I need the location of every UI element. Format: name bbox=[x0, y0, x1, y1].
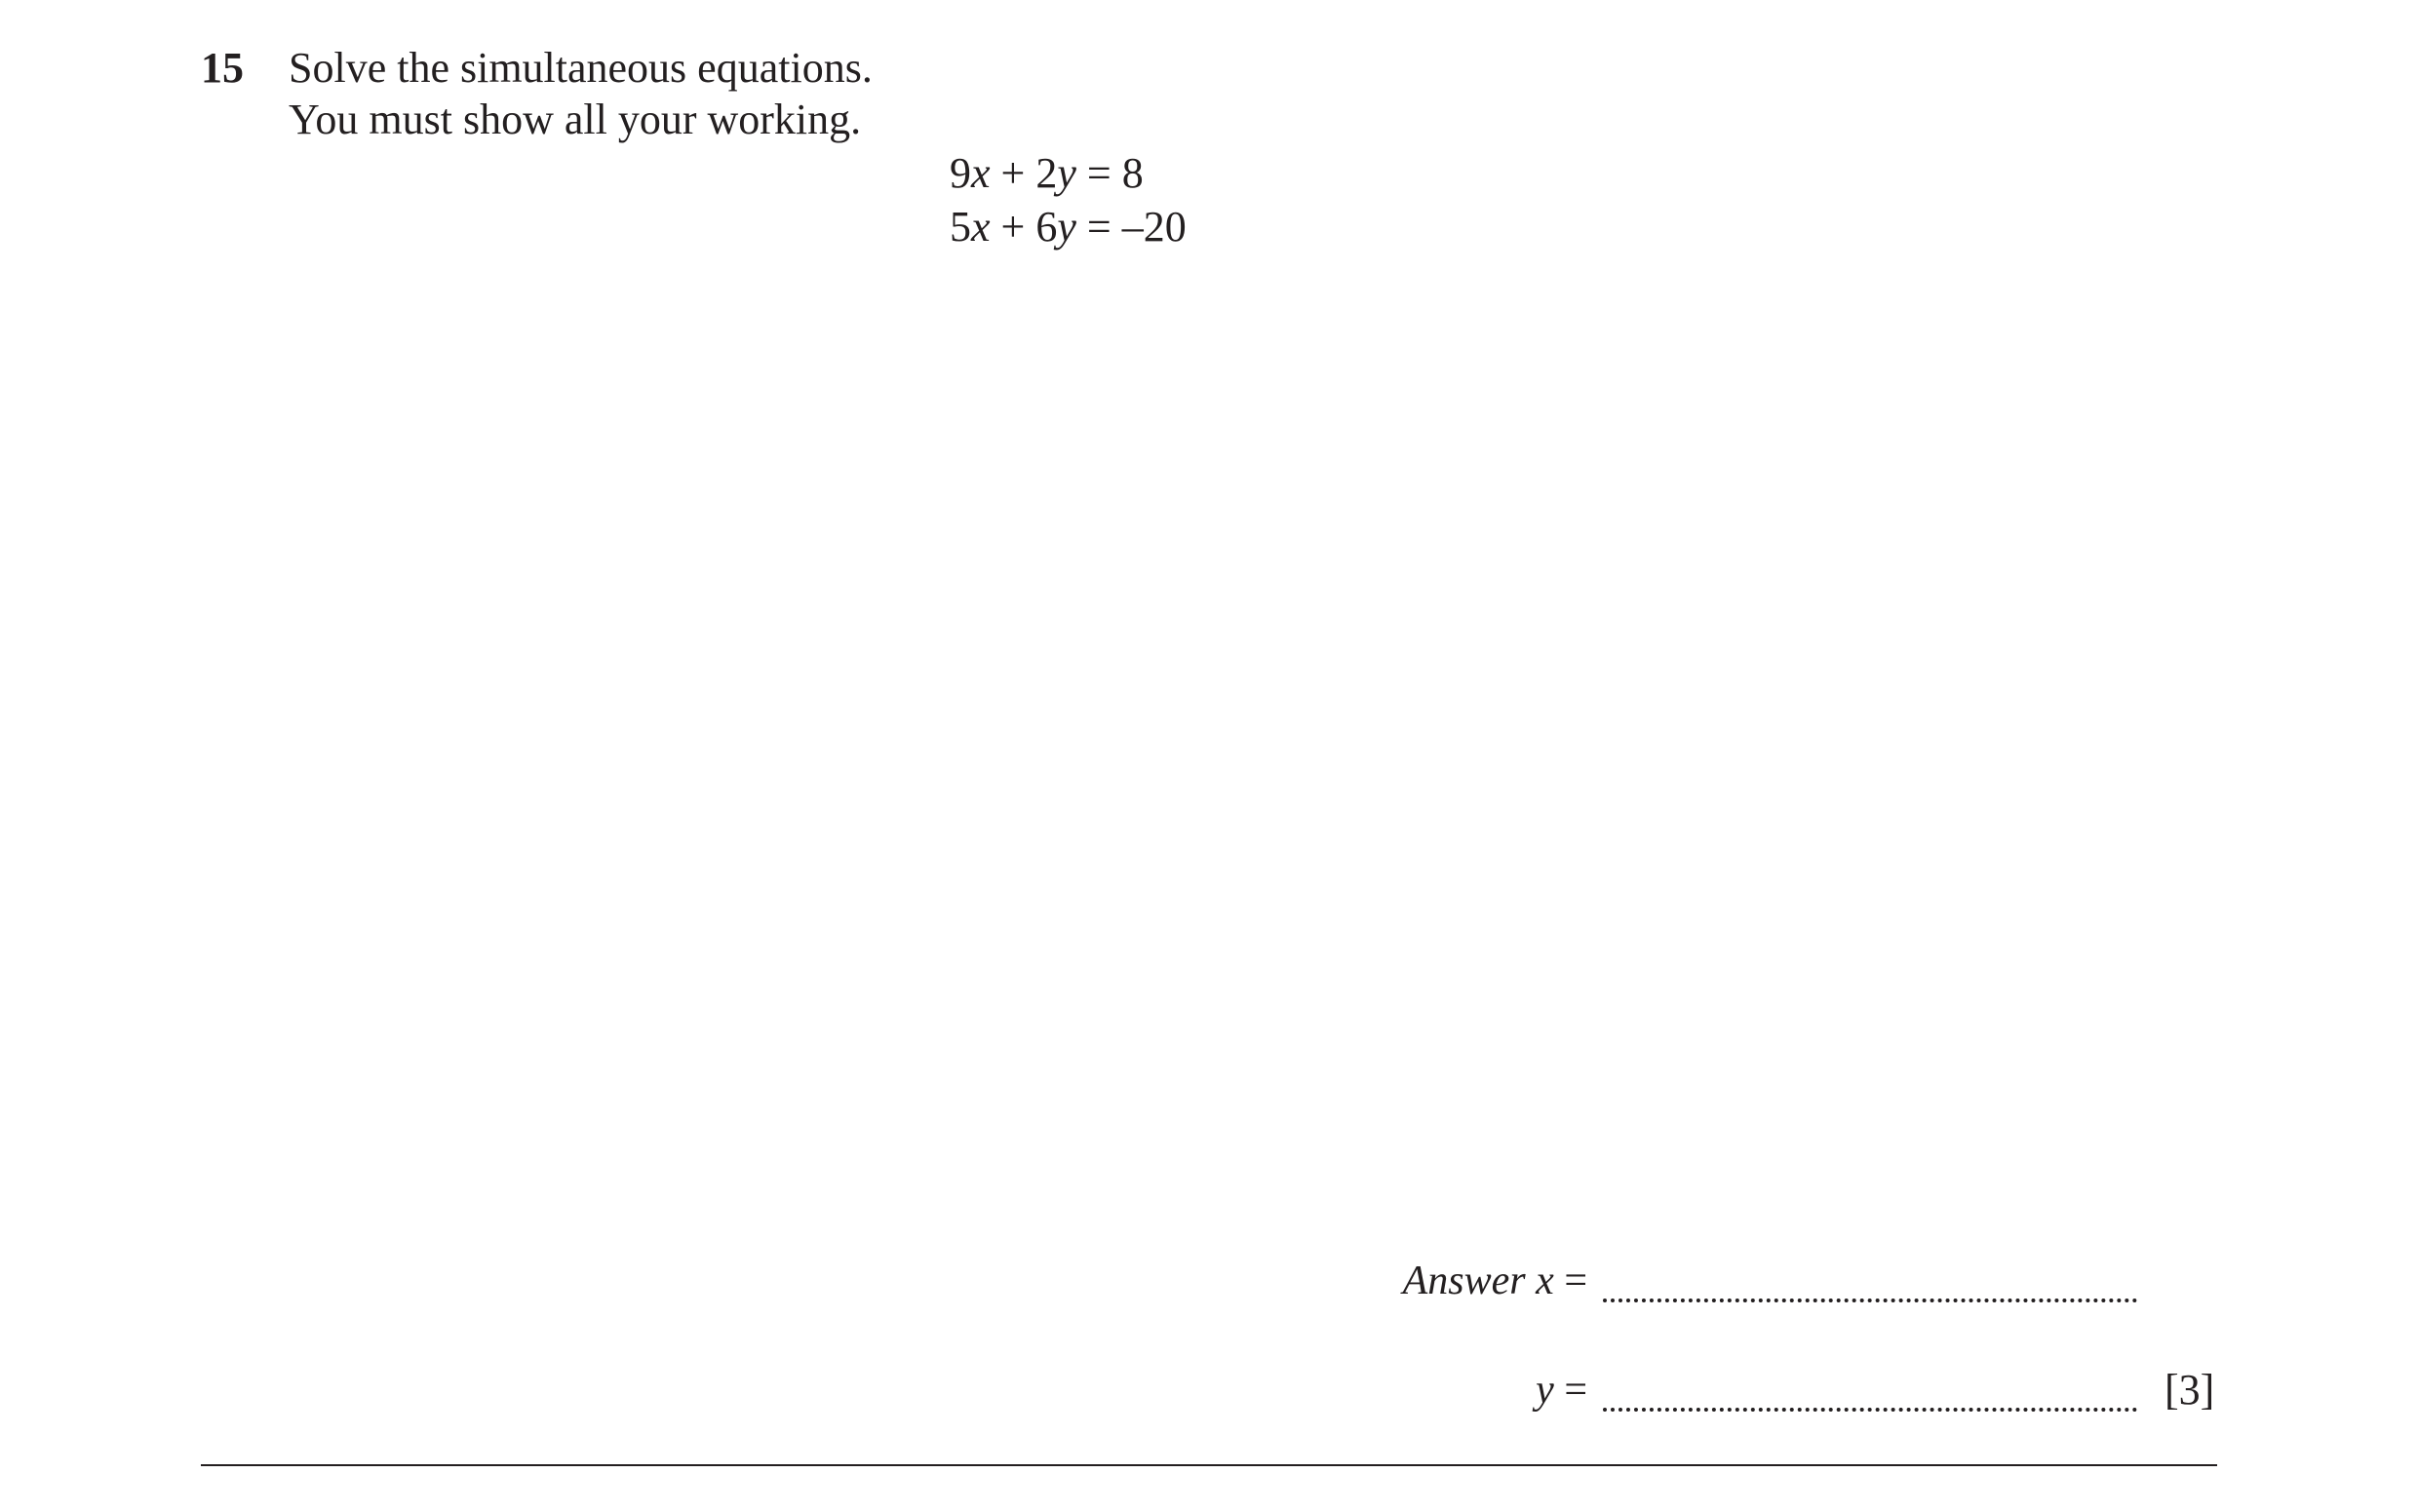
equation-2-var-x: x bbox=[971, 203, 991, 251]
equation-1-var-y: y bbox=[1057, 149, 1076, 197]
answer-y-var: y bbox=[1536, 1368, 1554, 1413]
answer-word: Answer bbox=[1402, 1259, 1537, 1303]
answer-x-line[interactable] bbox=[1603, 1299, 2137, 1302]
equation-1-op: + bbox=[990, 149, 1036, 197]
equation-1 bbox=[950, 144, 1144, 203]
answer-y-label bbox=[1536, 1361, 1587, 1419]
question-instruction-1: Solve the simultaneous equations. bbox=[289, 44, 873, 92]
equation-2 bbox=[950, 198, 1187, 256]
answer-y-equals: = bbox=[1553, 1368, 1587, 1413]
equation-1-coef-y: 2 bbox=[1035, 149, 1058, 197]
answer-x-label bbox=[1403, 1252, 1587, 1310]
section-divider bbox=[201, 1464, 2217, 1466]
marks-label: [3] bbox=[2164, 1366, 2215, 1414]
answer-x-var: x bbox=[1536, 1259, 1554, 1303]
question-number: 15 bbox=[201, 44, 244, 92]
equation-1-coef-x: 9 bbox=[950, 149, 971, 197]
equation-2-rhs: = –20 bbox=[1075, 203, 1187, 251]
equation-1-var-x: x bbox=[971, 149, 991, 197]
answer-x-equals: = bbox=[1553, 1259, 1587, 1303]
answer-y-line[interactable] bbox=[1603, 1408, 2137, 1412]
equation-2-op: + bbox=[990, 203, 1036, 251]
equation-2-var-y: y bbox=[1057, 203, 1076, 251]
question-instruction-2: You must show all your working. bbox=[289, 96, 862, 143]
equation-2-coef-x: 5 bbox=[950, 203, 971, 251]
equation-2-coef-y: 6 bbox=[1035, 203, 1058, 251]
equation-1-rhs: = 8 bbox=[1075, 149, 1144, 197]
